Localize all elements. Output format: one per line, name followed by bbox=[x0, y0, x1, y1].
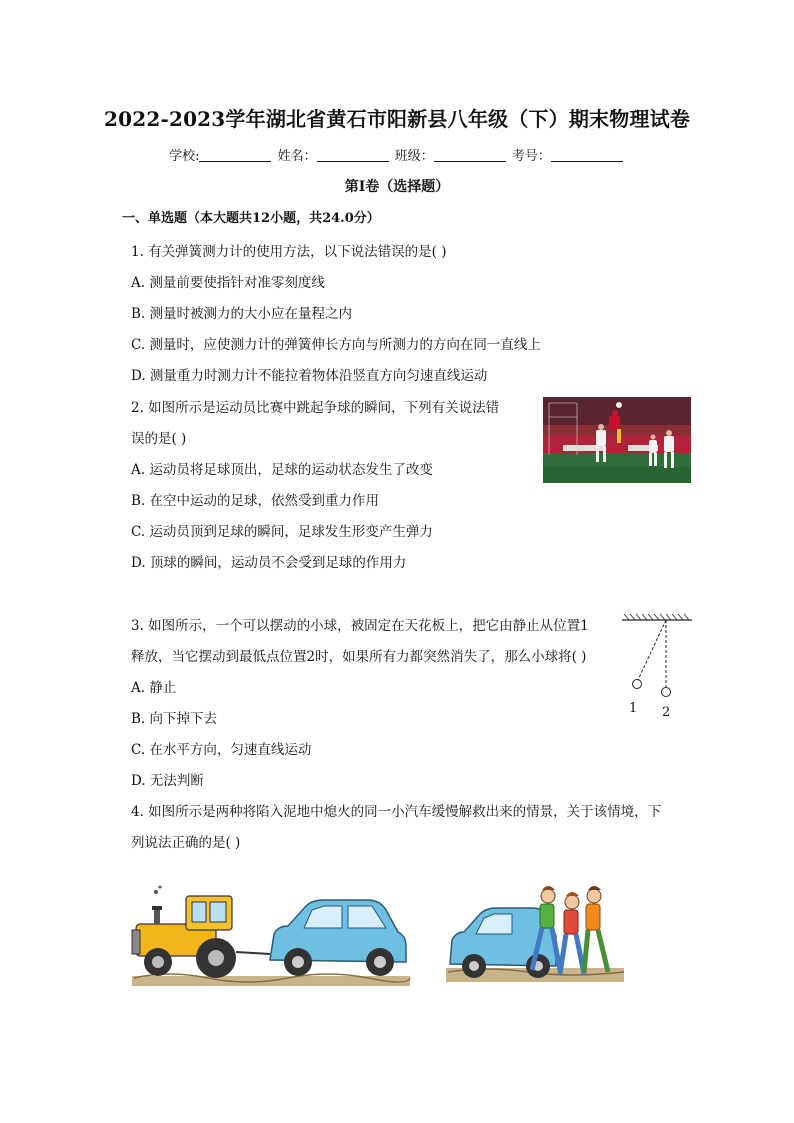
name-blank[interactable] bbox=[317, 149, 389, 162]
q2-stem-line2: 误的是( ) bbox=[131, 431, 187, 447]
q3-option-a: A. 静止 bbox=[131, 680, 177, 696]
q2-option-d: D. 顶球的瞬间，运动员不会受到足球的作用力 bbox=[131, 555, 407, 571]
q1-stem: 1. 有关弹簧测力计的使用方法，以下说法错误的是( ) bbox=[131, 244, 447, 260]
q2-option-a: A. 运动员将足球顶出，足球的运动状态发生了改变 bbox=[131, 462, 433, 478]
q4-stem-line1: 4. 如图所示是两种将陷入泥地中熄火的同一小汽车缓慢解救出来的情景，关于该情境，下 bbox=[131, 804, 662, 820]
q2-option-c: C. 运动员顶到足球的瞬间，足球发生形变产生弹力 bbox=[131, 524, 433, 540]
school-blank[interactable] bbox=[199, 149, 271, 162]
q3-option-d: D. 无法判断 bbox=[131, 773, 204, 789]
q2-option-b: B. 在空中运动的足球，依然受到重力作用 bbox=[131, 493, 380, 509]
part-heading: 一、单选题（本大题共12小题，共24.0分） bbox=[122, 211, 380, 226]
tractor-icon bbox=[132, 886, 236, 979]
class-blank[interactable] bbox=[434, 149, 506, 162]
school-label: 学校: bbox=[169, 149, 200, 164]
section-title: 第I卷（选择题） bbox=[344, 179, 450, 195]
q2-stem-line1: 2. 如图所示是运动员比赛中跳起争球的瞬间，下列有关说法错 bbox=[131, 400, 500, 416]
pendulum-diagram bbox=[620, 612, 694, 722]
q1-option-d: D. 测量重力时测力计不能拉着物体沿竖直方向匀速直线运动 bbox=[131, 368, 488, 384]
car-rescue-illustration bbox=[128, 882, 628, 990]
q3-option-c: C. 在水平方向，匀速直线运动 bbox=[131, 742, 312, 758]
q3-option-b: B. 向下掉下去 bbox=[131, 711, 218, 727]
q1-option-a: A. 测量前要使指针对准零刻度线 bbox=[131, 275, 325, 291]
car-icon bbox=[270, 900, 406, 976]
q1-option-b: B. 测量时被测力的大小应在量程之内 bbox=[131, 306, 353, 322]
position-2-label: 2 bbox=[662, 705, 671, 720]
name-label: 姓名： bbox=[277, 149, 317, 164]
football-photo bbox=[543, 397, 691, 483]
q1-option-c: C. 测量时，应使测力计的弹簧伸长方向与所测力的方向在同一直线上 bbox=[131, 337, 541, 353]
exam-title: 2022-2023学年湖北省黄石市阳新县八年级（下）期末物理试卷 bbox=[103, 107, 691, 131]
q4-stem-line2: 列说法正确的是( ) bbox=[131, 835, 241, 851]
position-1-label: 1 bbox=[629, 701, 638, 716]
class-label: 班级： bbox=[394, 149, 434, 164]
student-info-row bbox=[0, 145, 794, 164]
q3-stem-line2: 释放，当它摆动到最低点位置2时，如果所有力都突然消失了，那么小球将( ) bbox=[131, 649, 587, 665]
q3-stem-line1: 3. 如图所示，一个可以摆动的小球，被固定在天花板上，把它由静止从位置1 bbox=[131, 618, 589, 634]
exam-no-label: 考号： bbox=[511, 149, 551, 164]
exam-no-blank[interactable] bbox=[551, 149, 623, 162]
